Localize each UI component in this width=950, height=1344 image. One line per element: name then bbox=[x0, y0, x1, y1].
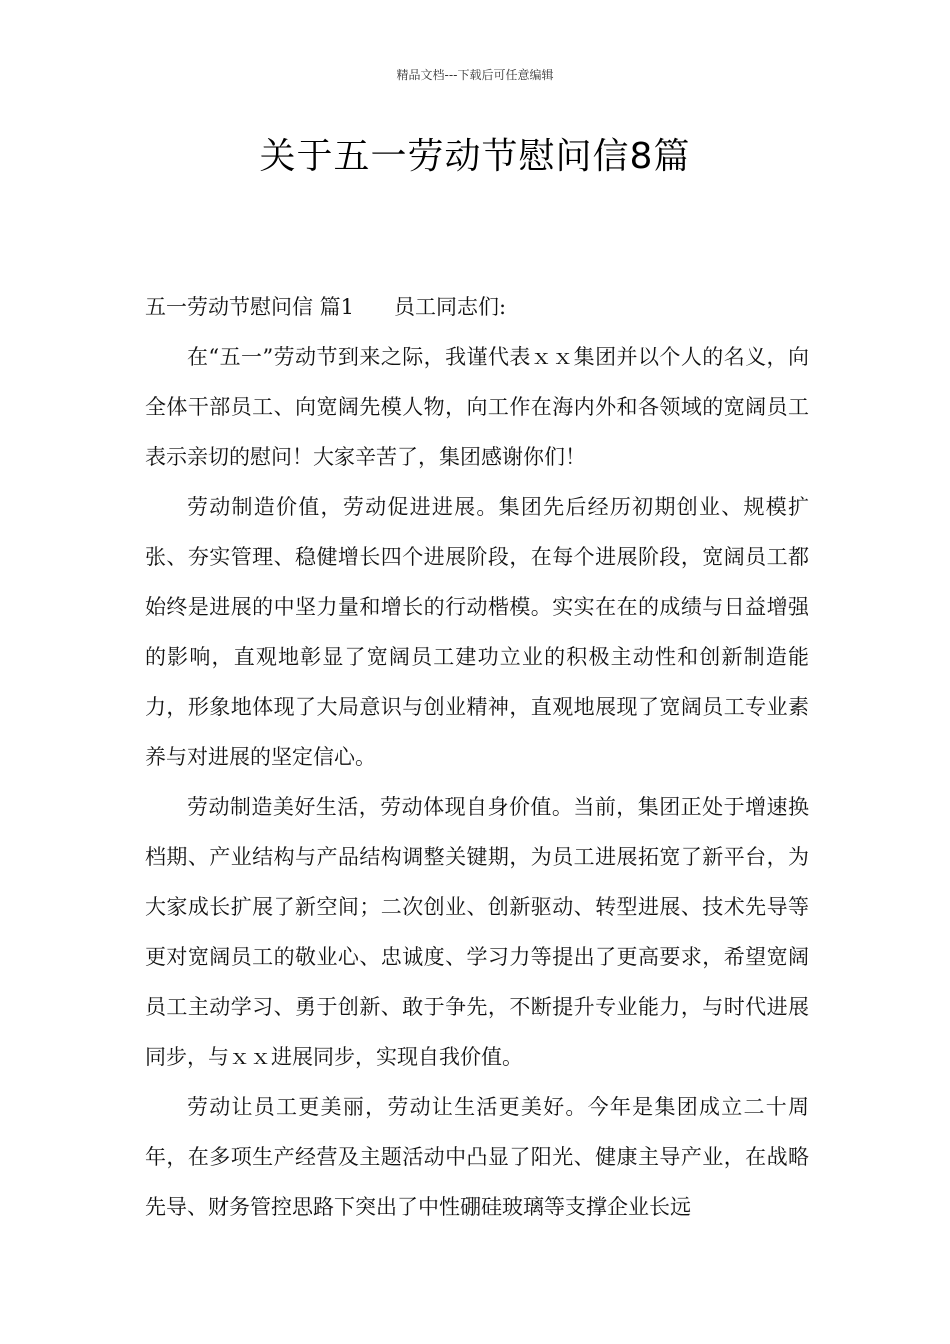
paragraph-4: 劳动让员工更美丽，劳动让生活更美好。今年是集团成立二十周年，在多项生产经营及主题活动中凸显了阳光、健康主导产业，在战略先导、财务管控思路下突出了中性硼硅玻璃等支撑企业长远 bbox=[145, 1095, 809, 1219]
header-note: 精品文档---下载后可任意编辑 bbox=[396, 68, 554, 82]
paragraph-3: 劳动制造美好生活，劳动体现自身价值。当前，集团正处于增速换档期、产业结构与产品结构调整关键期，为员工进展拓宽了新平台，为大家成长扩展了新空间；二次创业、创新驱动、转型进展、技术先导等更对宽阔员工的敬业心、忠诚度、学习力等提出了更高要求，希望宽阔员工主动学习、勇于创新、敢于争先，不断提升专业能力，与时代进展同步，与ｘｘ进展同步，实现自我价值。 bbox=[145, 795, 809, 1069]
intro-line bbox=[145, 282, 809, 332]
paragraph-1: 在“五一”劳动节到来之际，我谨代表ｘｘ集团并以个人的名义，向全体干部员工、向宽阔先模人物，向工作在海内外和各领域的宽阔员工表示亲切的慰问！大家辛苦了，集团感谢你们！ bbox=[145, 345, 809, 469]
paragraph-2: 劳动制造价值，劳动促进进展。集团先后经历初期创业、规模扩张、夯实管理、稳健增长四个进展阶段，在每个进展阶段，宽阔员工都始终是进展的中坚力量和增长的行动楷模。实实在在的成绩与日益增强的影响，直观地彰显了宽阔员工建功立业的积极主动性和创新制造能力，形象地体现了大局意识与创业精神，直观地展现了宽阔员工专业素养与对进展的坚定信心。 bbox=[145, 495, 809, 769]
salutation: 员工同志们: bbox=[394, 295, 507, 319]
document-body bbox=[145, 282, 809, 1232]
document-title: 关于五一劳动节慰问信8篇 bbox=[259, 136, 691, 177]
section-heading: 五一劳动节慰问信 篇1 bbox=[145, 295, 355, 319]
